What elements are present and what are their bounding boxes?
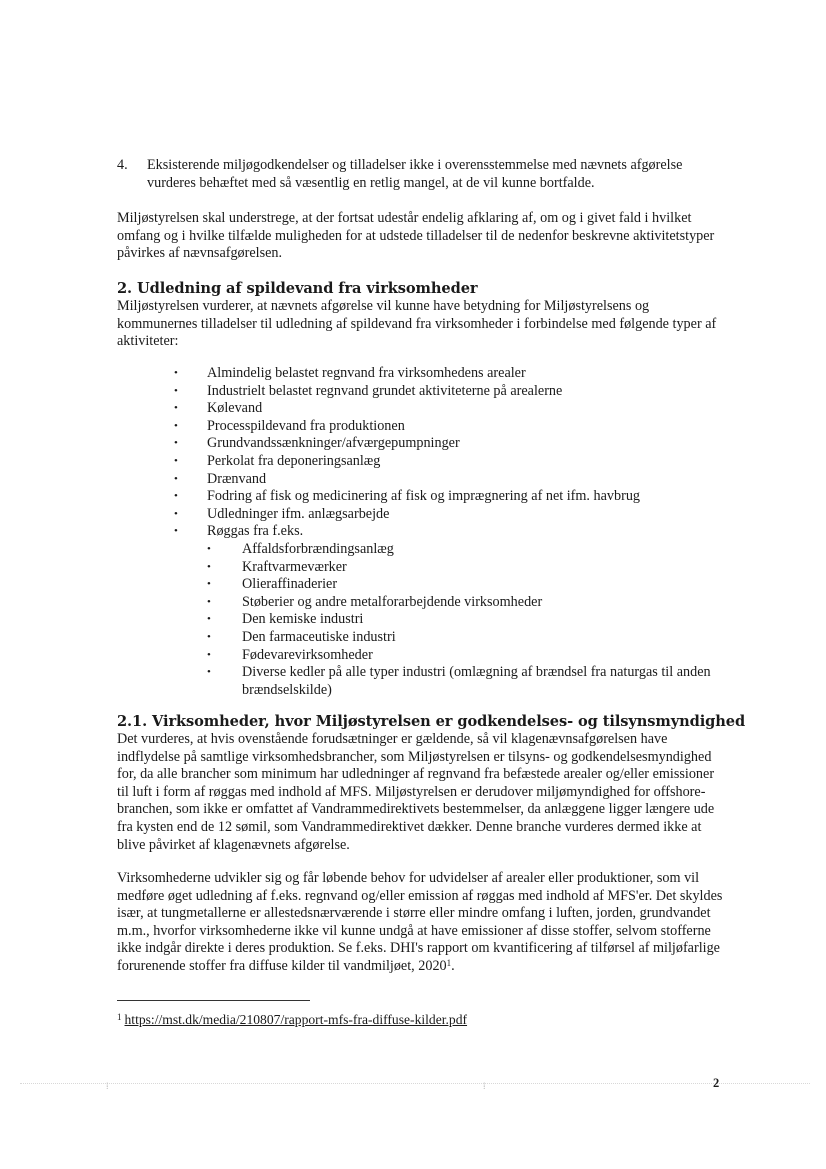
- list-item: [172, 471, 732, 489]
- list-item-text: Almindelig belastet regnvand fra virksomhedens arealer: [207, 365, 526, 381]
- paragraph-2-text: Virksomhederne udvikler sig og får løbende behov for udvidelser af arealer eller produktioner, som vil medføre øget udledning af f.eks. regnvand og/eller emission af røggas med indhold af MFS'er. Det skyldes især, at tungmetallerne er allestedsnærværende i større eller mindre omfang i luften, jorden, grundvandet m.m., hvorfor virksomhederne ikke vil kunne undgå at have emissioner af disse stoffer, selvom stofferne ikke indgår direkte i deres produktion. Se f.eks. DHI's rapport om kvantificering af tilførsel af miljøfarlige forurenende stoffer fra diffuse kilder til vandmiljøet, 2020: [117, 870, 723, 974]
- list-item: [172, 383, 732, 401]
- intro-paragraph: Miljøstyrelsen skal understrege, at der fortsat udestår endelig afklaring af, om og i givet fald i hvilket omfang og i hvilke tilfælde muligheden for at udstede tilladelser til de nedenfor beskrevne aktivitetstyper påvirkes af nævnsafgørelsen.: [117, 210, 715, 262]
- bullet-icon: •: [174, 384, 178, 397]
- bullet-icon: •: [207, 648, 211, 661]
- bullet-icon: •: [174, 419, 178, 432]
- list-item: [172, 400, 732, 418]
- bullet-icon: •: [207, 542, 211, 555]
- scan-artifact-mark: ⁞: [106, 1081, 109, 1091]
- sub-list-item-text: Støberier og andre metalforarbejdende virksomheder: [242, 593, 543, 610]
- list-item: [172, 453, 732, 471]
- activity-list: [172, 365, 732, 699]
- list-item-text: Fodring af fisk og medicinering af fisk og imprægnering af net ifm. havbrug: [207, 488, 641, 505]
- sub-list-item: [207, 594, 732, 612]
- bullet-icon: •: [174, 367, 178, 379]
- sub-list-item: [207, 559, 732, 577]
- section-2-paragraph: Miljøstyrelsen vurderer, at nævnets afgørelse vil kunne have betydning for Miljøstyrelsens og kommunernes tilladelser til udledning af spildevand fra virksomheder i forbindelse med følgende typer af aktiviteter:: [117, 298, 717, 350]
- section-2-1-paragraph-1: Det vurderes, at hvis ovenstående forudsætninger er gældende, så vil klagenævnsafgørelsen have indflydelse på samtlige virksomhedsbrancher, som Miljøstyrelsen er tilsyns- og godkendelsesmyndighed for, da alle brancher som minimum har udledninger af regnvand fra befæstede arealer og/eller emissioner til luft i form af røggas med indhold af MFS. Miljøstyrelsen er derudover miljømyndighed for offshore-branchen, som ikke er omfattet af Vandrammedirektivets bestemmelser, da anlæggene ligger længere ude fra kysten end de 12 sømil, som Vandrammedirektivet dækker. Denne branche vurderes dermed ikke at blive påvirket af klagenævnets afgørelse.: [117, 731, 715, 853]
- sub-list-item: [207, 664, 732, 699]
- list-item: [172, 523, 732, 699]
- bullet-icon: •: [207, 595, 211, 608]
- list-item-text: Udledninger ifm. anlægsarbejde: [207, 505, 390, 522]
- page-number: 2: [713, 1076, 720, 1090]
- sub-list-item: [207, 647, 732, 665]
- sub-list-item-text: Den kemiske industri: [242, 611, 364, 628]
- sub-list: [207, 541, 732, 699]
- sub-list-item-text: Diverse kedler på alle typer industri (omlægning af brændsel fra naturgas til anden brændselskilde): [242, 664, 711, 698]
- sub-list-item: [207, 611, 732, 629]
- item-text: Eksisterende miljøgodkendelser og tilladelser ikke i overensstemmelse med nævnets afgørelse vurderes behæftet med så væsentlig en retlig mangel, at de vil kunne bortfalde.: [147, 157, 683, 191]
- sub-list-item: [207, 541, 732, 559]
- section-2-heading: 2. Udledning af spildevand fra virksomheder: [117, 280, 478, 297]
- bullet-icon: •: [174, 490, 178, 503]
- bullet-icon: •: [174, 525, 178, 538]
- list-item: [172, 488, 732, 506]
- list-item-text: Drænvand: [207, 470, 267, 487]
- footnote: [117, 1011, 467, 1029]
- footnote-marker: 1: [117, 1012, 122, 1022]
- bullet-icon: •: [207, 630, 211, 643]
- bullet-icon: •: [207, 613, 211, 626]
- sub-list-item-text: Olieraffinaderier: [242, 576, 338, 593]
- footnote-reference[interactable]: 1: [446, 957, 452, 968]
- footnote-separator: [117, 1000, 310, 1001]
- list-item: [172, 435, 732, 453]
- sub-list-item-text: Fødevarevirksomheder: [242, 646, 373, 663]
- list-item-text: Røggas fra f.eks.: [207, 523, 304, 540]
- bullet-icon: •: [207, 560, 211, 573]
- list-item: [172, 506, 732, 524]
- list-item-text: Perkolat fra deponeringsanlæg: [207, 452, 381, 469]
- item-number: 4.: [117, 157, 128, 173]
- bullet-icon: •: [174, 454, 178, 467]
- sub-list-item-text: Affaldsforbrændingsanlæg: [242, 540, 394, 557]
- bullet-icon: •: [174, 437, 178, 450]
- sub-list-item: [207, 629, 732, 647]
- bullet-icon: •: [174, 402, 178, 415]
- list-item: [172, 418, 732, 436]
- list-item: [172, 365, 732, 383]
- scan-artifact-mark: ⁞: [483, 1081, 486, 1091]
- section-2-1-paragraph-2: Virksomhederne udvikler sig og får løbende behov for udvidelser af arealer eller produktioner, som vil medføre øget udledning af f.eks. regnvand og/eller emission af røggas med indhold af MFS'er. Det skyldes især, at tungmetallerne er allestedsnærværende i større eller mindre omfang i luften, jorden, grundvandet m.m., hvorfor virksomhederne ikke vil kunne undgå at have emissioner af disse stoffer, selvom stofferne ikke indgår direkte i deres produktion. Se f.eks. DHI's rapport om kvantificering af tilførsel af miljøfarlige forurenende stoffer fra diffuse kilder til vandmiljøet, 2020$^1$.: [117, 870, 723, 974]
- section-2-1-heading: 2.1. Virksomheder, hvor Miljøstyrelsen er godkendelses- og tilsynsmyndighed: [117, 713, 746, 730]
- bullet-icon: •: [174, 472, 178, 485]
- list-item-text: Industrielt belastet regnvand grundet aktiviteterne på arealerne: [207, 382, 563, 399]
- bullet-icon: •: [207, 578, 211, 591]
- list-item-text: Grundvandssænkninger/afværgepumpninger: [207, 435, 460, 452]
- sub-list-item-text: Den farmaceutiske industri: [242, 628, 396, 645]
- scan-artifact-line: [20, 1083, 810, 1084]
- footnote-link[interactable]: https://mst.dk/media/210807/rapport-mfs-fra-diffuse-kilder.pdf: [124, 1012, 468, 1027]
- bullet-icon: •: [207, 666, 211, 679]
- sub-list-item-text: Kraftvarmeværker: [242, 558, 347, 575]
- list-item-text: Processpildevand fra produktionen: [207, 417, 405, 434]
- list-item-text: Kølevand: [207, 400, 263, 417]
- bullet-icon: •: [174, 507, 178, 520]
- sub-list-item: [207, 576, 732, 594]
